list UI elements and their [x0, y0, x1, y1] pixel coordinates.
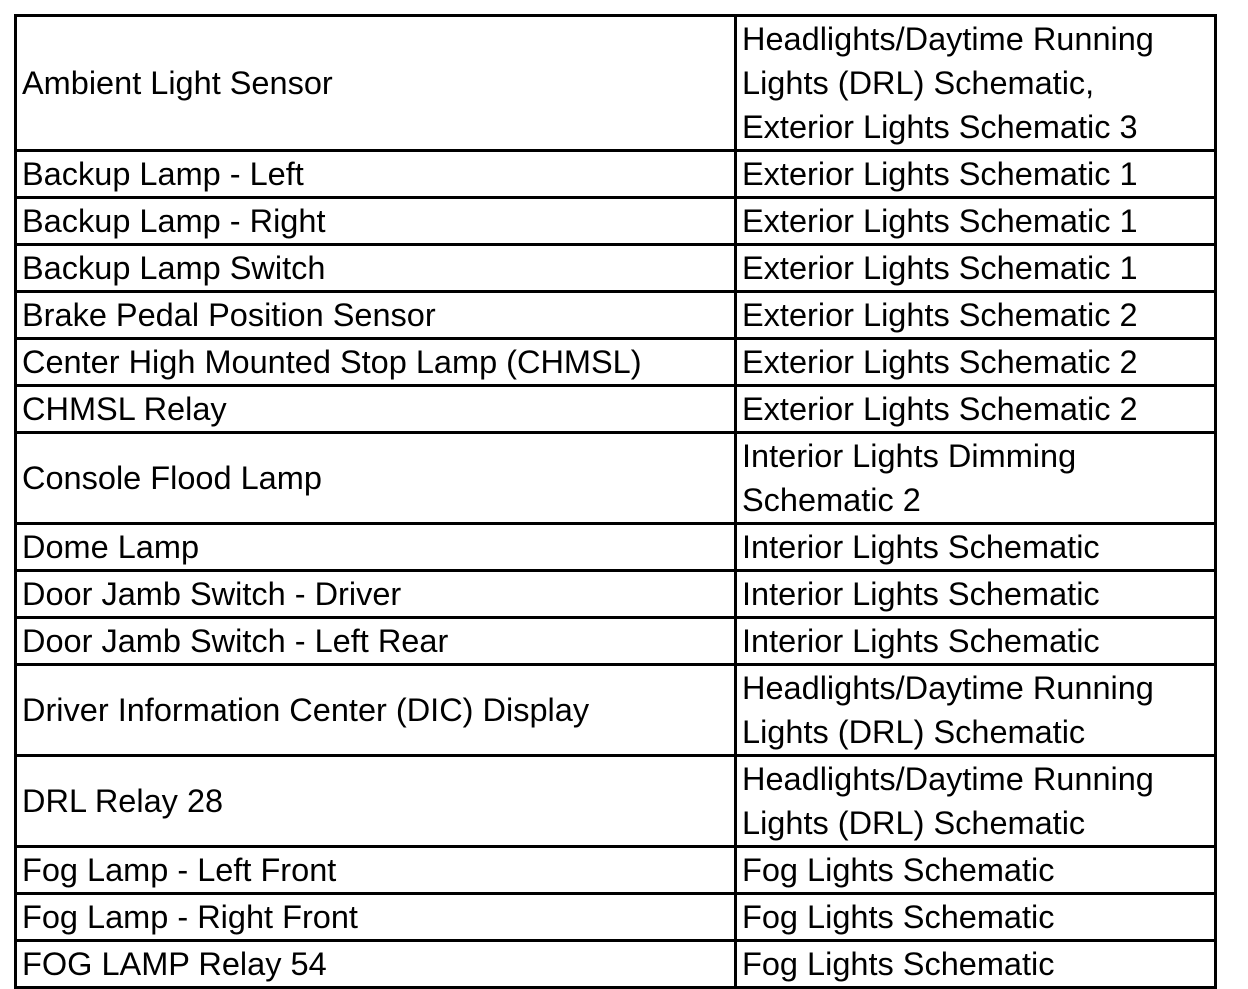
component-schematic-table [14, 14, 1217, 989]
component-cell: Backup Lamp - Right [16, 198, 736, 245]
component-cell: Backup Lamp Switch [16, 245, 736, 292]
component-cell: Console Flood Lamp [16, 433, 736, 524]
component-cell: CHMSL Relay [16, 386, 736, 433]
table-row [16, 245, 1216, 292]
schematic-cell: Interior Lights Schematic [736, 618, 1216, 665]
component-cell: Brake Pedal Position Sensor [16, 292, 736, 339]
component-cell: Backup Lamp - Left [16, 151, 736, 198]
schematic-cell: Fog Lights Schematic [736, 941, 1216, 988]
schematic-cell: Headlights/Daytime Running Lights (DRL) Schematic [736, 665, 1216, 756]
schematic-cell: Exterior Lights Schematic 1 [736, 151, 1216, 198]
table-row [16, 151, 1216, 198]
table-row [16, 198, 1216, 245]
schematic-cell: Fog Lights Schematic [736, 847, 1216, 894]
component-cell: Dome Lamp [16, 524, 736, 571]
table-row [16, 941, 1216, 988]
table-row [16, 571, 1216, 618]
component-cell: FOG LAMP Relay 54 [16, 941, 736, 988]
table-row [16, 386, 1216, 433]
schematic-cell: Exterior Lights Schematic 2 [736, 292, 1216, 339]
table-body [16, 16, 1216, 988]
table-row [16, 16, 1216, 151]
component-cell: Driver Information Center (DIC) Display [16, 665, 736, 756]
table-row [16, 339, 1216, 386]
component-cell: Fog Lamp - Left Front [16, 847, 736, 894]
schematic-cell: Interior Lights Schematic [736, 524, 1216, 571]
component-cell: DRL Relay 28 [16, 756, 736, 847]
schematic-cell: Exterior Lights Schematic 2 [736, 339, 1216, 386]
table-row [16, 847, 1216, 894]
component-cell: Door Jamb Switch - Driver [16, 571, 736, 618]
table-row [16, 756, 1216, 847]
component-cell: Fog Lamp - Right Front [16, 894, 736, 941]
table-row [16, 524, 1216, 571]
table-row [16, 292, 1216, 339]
schematic-cell: Headlights/Daytime Running Lights (DRL) Schematic [736, 756, 1216, 847]
component-cell: Ambient Light Sensor [16, 16, 736, 151]
schematic-cell: Interior Lights Dimming Schematic 2 [736, 433, 1216, 524]
component-cell: Center High Mounted Stop Lamp (CHMSL) [16, 339, 736, 386]
schematic-cell: Exterior Lights Schematic 1 [736, 245, 1216, 292]
schematic-cell: Interior Lights Schematic [736, 571, 1216, 618]
table-row [16, 665, 1216, 756]
schematic-cell: Headlights/Daytime Running Lights (DRL) Schematic, Exterior Lights Schematic 3 [736, 16, 1216, 151]
table-row [16, 618, 1216, 665]
schematic-cell: Exterior Lights Schematic 2 [736, 386, 1216, 433]
table-row [16, 433, 1216, 524]
schematic-cell: Exterior Lights Schematic 1 [736, 198, 1216, 245]
component-cell: Door Jamb Switch - Left Rear [16, 618, 736, 665]
table-row [16, 894, 1216, 941]
schematic-cell: Fog Lights Schematic [736, 894, 1216, 941]
